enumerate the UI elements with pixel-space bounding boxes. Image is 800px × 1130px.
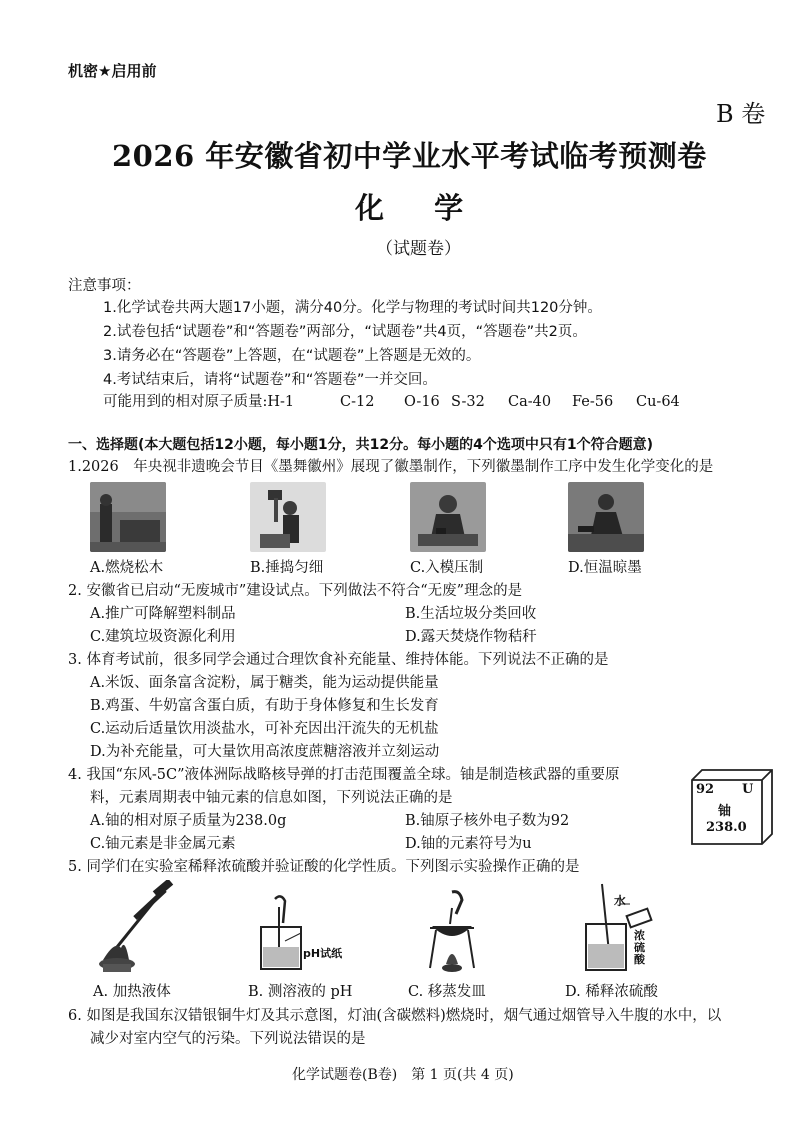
subject-title: 化 学 [355,191,464,225]
illustration-dilute-acid [580,882,680,976]
atomic-mass: S-32 [451,394,485,410]
option: A.铀的相对原子质量为238.0g [90,813,287,829]
acid-label [634,930,645,966]
option: B.铀原子核外电子数为92 [405,813,570,829]
question-stem-4-cont: 料，元素周期表中铀元素的信息如图，下列说法正确的是 [90,790,453,806]
atomic-mass: C-12 [340,394,375,410]
option: A. 加热液体 [93,984,171,1000]
photo-burning-pine [90,482,166,552]
option: A.米饭、面条富含淀粉，属于糖类，能为运动提供能量 [90,675,439,691]
question-stem-3: 3. 体育考试前，很多同学会通过合理饮食补充能量、维持体能。下列说法不正确的是 [68,652,609,668]
illustration-ph-test [255,893,355,975]
notice-item: 2.试卷包括“试题卷”和“答题卷”两部分，“试题卷”共4页，“答题卷”共2页。 [103,324,587,340]
ph-paper-label: pH试纸 [303,947,343,960]
option: C.建筑垃圾资源化利用 [90,629,236,645]
option: D. 稀释浓硫酸 [565,984,658,1000]
question-stem-4: 4. 我国“东风-5C”液体洲际战略核导弹的打击范围覆盖全球。铀是制造核武器的重要原 [68,767,620,783]
option: C.铀元素是非金属元素 [90,836,236,852]
secret-label: 机密★启用前 [68,62,157,80]
option: C. 移蒸发皿 [408,984,486,1000]
option: D.恒温晾墨 [568,560,642,576]
acid-label-char: 浓 [634,929,645,942]
atomic-mass: Cu-64 [636,394,680,410]
relative-atomic-mass: 238.0 [706,820,747,835]
option: B.生活垃圾分类回收 [405,606,537,622]
illustration-heating-liquid [95,880,205,975]
option: A.燃烧松木 [90,560,164,576]
option: C.运动后适量饮用淡盐水，可补充因出汗流失的无机盐 [90,721,439,737]
question-stem-2: 2. 安徽省已启动“无废城市”建设试点。下列做法不符合“无废”理念的是 [68,583,523,599]
option: B.捶捣匀细 [250,560,324,576]
paper-version: B 卷 [716,100,766,128]
question-stem-6: 6. 如图是我国东汉错银铜牛灯及其示意图，灯油(含碳燃料)燃烧时，烟气通过烟管导入牛腹的水中，以 [68,1008,722,1024]
notice-item: 1.化学试卷共两大题17小题，满分40分。化学与物理的考试时间共120分钟。 [103,300,602,316]
element-card-uranium [690,768,774,846]
option: A.推广可降解塑料制品 [90,606,236,622]
water-label: 水 [614,894,627,908]
photo-pounding [250,482,326,552]
atomic-number: 92 [696,782,715,797]
option: B.鸡蛋、牛奶富含蛋白质，有助于身体修复和生长发育 [90,698,439,714]
atomic-mass: Ca-40 [508,394,552,410]
option: C.入模压制 [410,560,484,576]
notice-heading: 注意事项： [68,278,141,294]
section-heading: 一、选择题(本大题包括12小题，每小题1分，共12分。每小题的4个选项中只有1个符合题意) [68,437,653,453]
notice-item: 4.考试结束后，请将“试题卷”和“答题卷”一并交回。 [103,372,437,388]
photo-molding [410,482,486,552]
illustration-evaporating-dish [422,888,482,976]
atomic-mass: O-16 [404,394,440,410]
option: D.为补充能量，可大量饮用高浓度蔗糖溶液并立刻运动 [90,744,440,760]
option: D.露天焚烧作物秸秆 [405,629,537,645]
question-stem-1: 1.2026 年央视非遗晚会节目《墨舞徽州》展现了徽墨制作，下列徽墨制作工序中发生化学变化的是 [68,459,714,475]
acid-label-char: 酸 [634,953,645,966]
atomic-mass: Fe-56 [572,394,614,410]
subtitle: （试题卷） [376,239,461,259]
photo-drying-ink [568,482,644,552]
notice-item: 3.请务必在“答题卷”上答题，在“试题卷”上答题是无效的。 [103,348,481,364]
element-symbol: U [742,782,754,797]
option: D.铀的元素符号为u [405,836,532,852]
page-footer: 化学试题卷(B卷) 第 1 页(共 4 页) [292,1067,514,1083]
acid-label-char: 硫 [634,941,645,954]
element-name: 铀 [718,804,732,819]
option: B. 测溶液的 pH [248,984,353,1000]
page-title: 2026 年安徽省初中学业水平考试临考预测卷 [112,139,707,173]
atomic-mass-label: 可能用到的相对原子质量:H-1 [103,394,295,410]
question-stem-5: 5. 同学们在实验室稀释浓硫酸并验证酸的化学性质。下列图示实验操作正确的是 [68,859,580,875]
question-stem-6-cont: 减少对室内空气的污染。下列说法错误的是 [90,1031,366,1047]
